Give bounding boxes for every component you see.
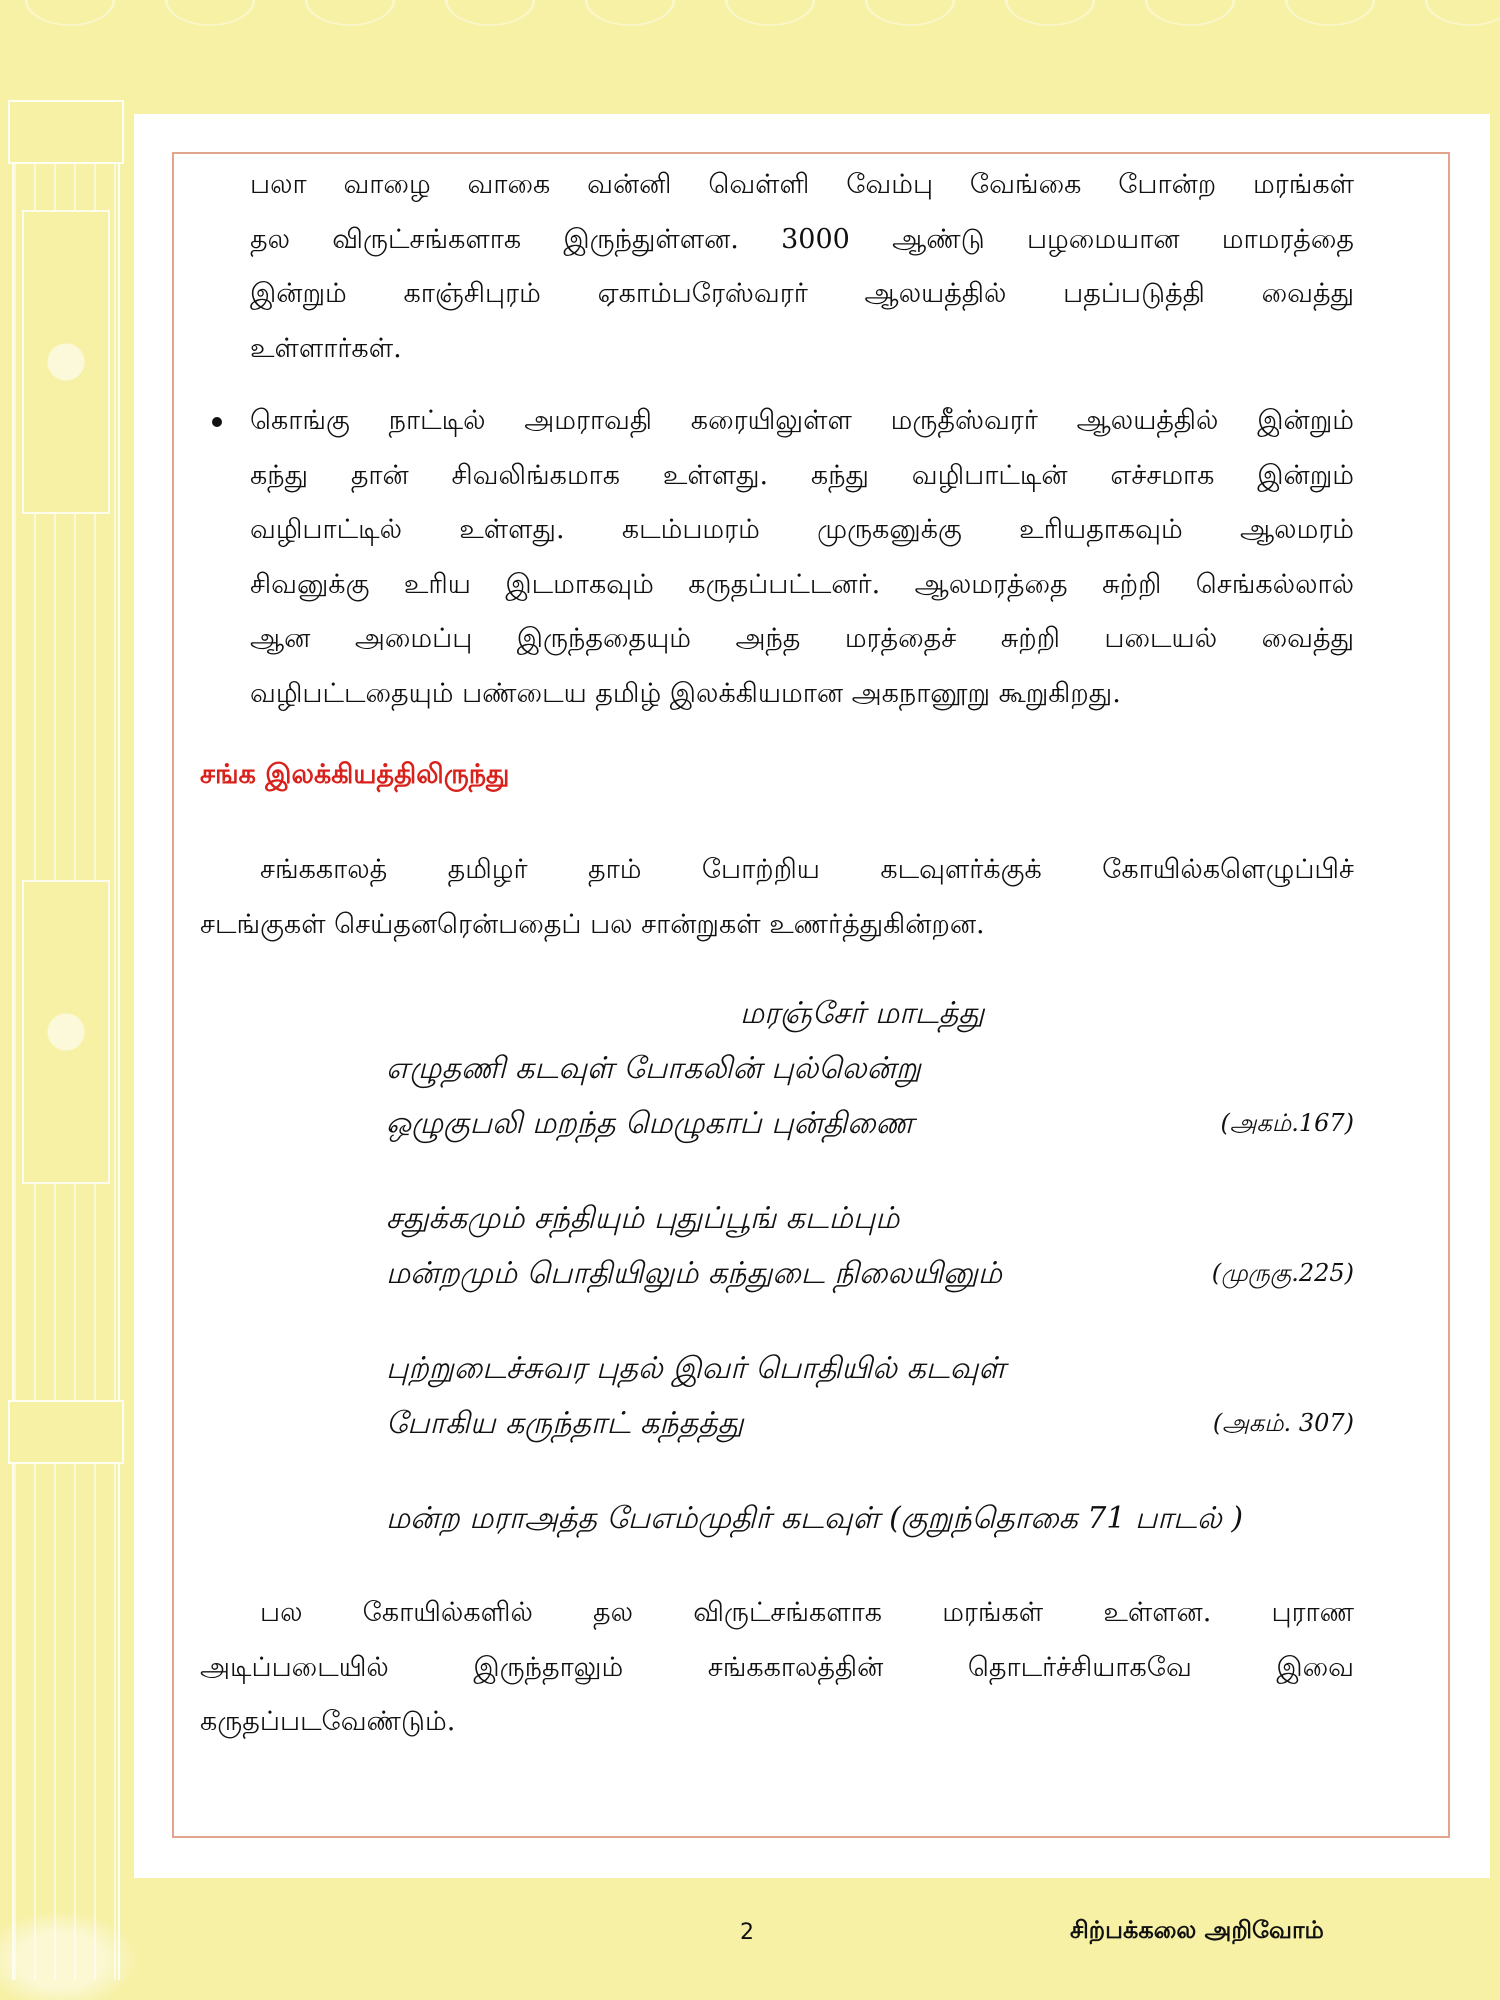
pillar-capital	[8, 100, 124, 164]
section-heading: சங்க இலக்கியத்திலிருந்து	[200, 759, 510, 790]
top-decorative-border	[0, 0, 1500, 40]
text-line: வழிபாட்டில் உள்ளது. கடம்பமரம் முருகனுக்கு உரியதாகவும் ஆலமரம்	[250, 514, 1354, 545]
verse-reference: (முருகு.225)	[1211, 1259, 1354, 1287]
text-line: அடிப்படையில் இருந்தாலும் சங்ககாலத்தின் தொடர்ச்சியாகவே இவை	[200, 1651, 1354, 1683]
page-card	[134, 114, 1490, 1878]
verse-text: மன்றமும் பொதியிலும் கந்துடை நிலையினும்	[386, 1256, 1003, 1291]
text-line: தல விருட்சங்களாக இருந்துள்ளன. 3000 ஆண்டு பழமையான மாமரத்தை	[250, 223, 1354, 255]
paragraph-4	[200, 1586, 1354, 1750]
text-line: பலா வாழை வாகை வன்னி வெள்ளி வேம்பு வேங்கை போன்ற மரங்கள்	[250, 169, 1354, 200]
text-line: சடங்குகள் செய்தனரென்பதைப் பல சான்றுகள் உணர்த்துகின்றன.	[200, 908, 985, 940]
verse-text: மன்ற மராஅத்த பேஎம்முதிர் கடவுள் (குறுந்தொகை 71 பாடல் )	[386, 1501, 1244, 1536]
bullet-icon	[212, 417, 222, 427]
text-line: வழிபட்டதையும் பண்டைய தமிழ் இலக்கியமான அகநானூறு கூறுகிறது.	[250, 677, 1121, 709]
verse-text: எழுதணி கடவுள் போகலின் புல்லென்று	[386, 1051, 921, 1086]
corner-ornament	[0, 1880, 220, 2000]
paragraph-3	[200, 843, 1354, 952]
text-line: உள்ளார்கள்.	[250, 332, 402, 364]
pillar-panel	[22, 210, 110, 514]
book-title: சிற்பக்கலை அறிவோம்	[1070, 1916, 1324, 1944]
text-line: பல கோயில்களில் தல விருட்சங்களாக மரங்கள் உள்ளன. புராண	[260, 1597, 1354, 1628]
verse-reference: (அகம். 307)	[1212, 1409, 1354, 1437]
verse-group	[200, 986, 1354, 1151]
verse-text: புற்றுடைச்சுவர புதல் இவர் பொதியில் கடவுள்	[386, 1351, 1006, 1386]
verse-group	[200, 1341, 1354, 1451]
bullet-item	[200, 394, 1354, 721]
verse-line	[200, 1191, 1354, 1246]
verse-reference: (அகம்.167)	[1220, 1109, 1354, 1137]
verse-text: ஒழுகுபலி மறந்த மெழுகாப் புன்திணை	[386, 1106, 914, 1141]
verse-line	[200, 1246, 1354, 1301]
text-line: கந்து தான் சிவலிங்கமாக உள்ளது. கந்து வழிபாட்டின் எச்சமாக இன்றும்	[250, 459, 1354, 491]
pillar-base	[8, 1400, 124, 1464]
page-number: 2	[740, 1920, 754, 1945]
page-content	[200, 158, 1354, 1750]
verse-text: மரஞ்சேர் மாடத்து	[740, 996, 985, 1031]
verse-line	[200, 1096, 1354, 1151]
verse-group	[200, 1191, 1354, 1301]
text-line: கொங்கு நாட்டில் அமராவதி கரையிலுள்ள மருதீஸ்வரர் ஆலயத்தில் இன்றும்	[250, 405, 1354, 436]
verse-line	[200, 1396, 1354, 1451]
paragraph-1	[250, 158, 1354, 376]
text-line: இன்றும் காஞ்சிபுரம் ஏகாம்பரேஸ்வரர் ஆலயத்தில் பதப்படுத்தி வைத்து	[250, 278, 1354, 309]
pillar-panel	[22, 880, 110, 1184]
verse-group	[200, 1491, 1354, 1546]
pillar-ornament	[12, 100, 120, 1980]
verse-text: சதுக்கமும் சந்தியும் புதுப்பூங் கடம்பும்	[386, 1201, 900, 1236]
verse-text: போகிய கருந்தாட் கந்தத்து	[386, 1406, 744, 1441]
verse-line	[200, 1491, 1354, 1546]
verse-line	[200, 1041, 1354, 1096]
text-line: ஆன அமைப்பு இருந்ததையும் அந்த மரத்தைச் சுற்றி படையல் வைத்து	[250, 623, 1354, 654]
text-line: சிவனுக்கு உரிய இடமாகவும் கருதப்பட்டனர். ஆலமரத்தை சுற்றி செங்கல்லால்	[250, 568, 1354, 600]
text-line: கருதப்படவேண்டும்.	[200, 1706, 456, 1737]
verse-line	[200, 986, 1354, 1041]
verse-block	[200, 986, 1354, 1546]
verse-line	[200, 1341, 1354, 1396]
paragraph-2	[250, 394, 1354, 721]
text-line: சங்ககாலத் தமிழர் தாம் போற்றிய கடவுளர்க்குக் கோயில்களெழுப்பிச்	[260, 854, 1354, 885]
